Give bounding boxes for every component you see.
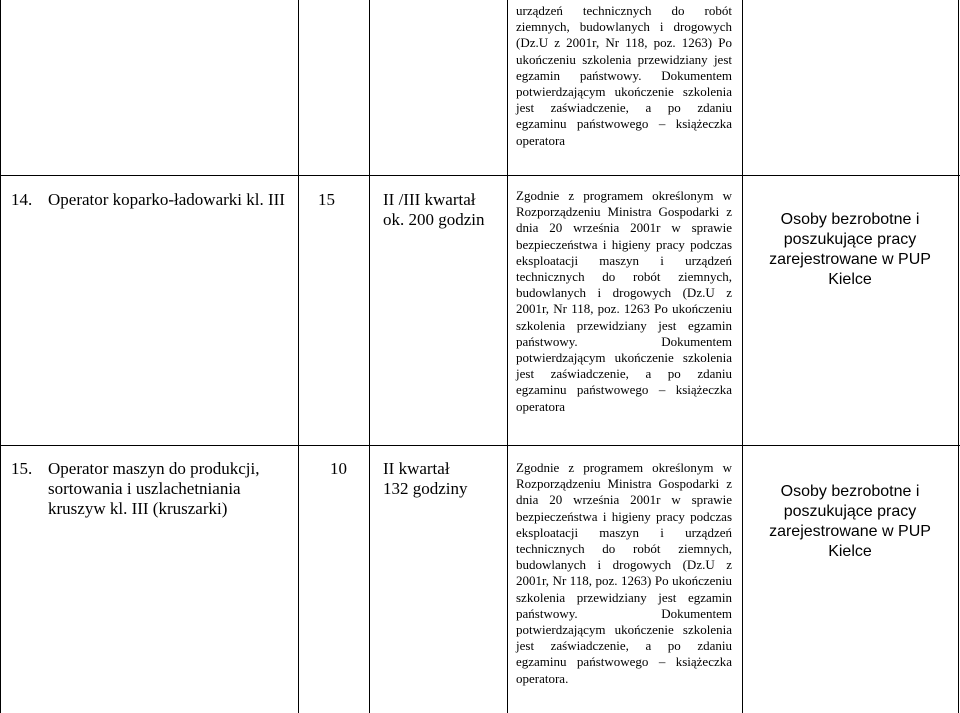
target-group: Osoby bezrobotne i poszukujące pracy zarejestrowane w PUP Kielce — [769, 483, 931, 560]
row-border — [0, 175, 960, 176]
description-cell: Zgodnie z programem określonym w Rozporządzeniu Ministra Gospodarki z dnia 20 września 2001r w sprawie bezpieczeństwa i higieny pracy podczas eksploatacji maszyn i urządzeń technicznych do robót ziemnych, budowlanych i drogowych (Dz.U z 2001r, Nr 118, poz. 1263 Po ukończeniu szkolenia przewidziany jest egzamin państwowy. Dokumentem potwierdzającym ukończenie szkolenia jest zaświadczenie, a po zdaniu egzaminu państwowego – książeczka operatora — [516, 188, 732, 414]
description-cell: Zgodnie z programem określonym w Rozporządzeniu Ministra Gospodarki z dnia 20 września 2001r w sprawie bezpieczeństwa i higieny pracy podczas eksploatacji maszyn i urządzeń technicznych do robót ziemnych, budowlanych i drogowych (Dz.U z 2001r, Nr 118, poz. 1263) Po ukończeniu szkolenia przewidziany jest egzamin państwowy. Dokumentem potwierdzającym ukończenie szkolenia jest zaświadczenie, a po zdaniu egzaminu państwowego – książeczka operatora. — [516, 460, 732, 686]
course-name: Operator koparko-ładowarki kl. III — [48, 190, 285, 209]
column-border — [369, 0, 370, 713]
row-number: 15. — [11, 459, 33, 478]
column-border — [298, 0, 299, 713]
column-border — [0, 0, 1, 713]
term-line-1: II kwartał — [383, 459, 450, 478]
term-line-2: ok. 200 godzin — [383, 210, 485, 229]
participants-count: 15 — [318, 190, 335, 209]
term-line-1: II /III kwartał — [383, 190, 476, 209]
row-number: 14. — [11, 190, 33, 209]
course-name: Operator maszyn do produkcji, sortowania i uszlachetniania kruszyw kl. III (kruszarki) — [48, 459, 260, 518]
description-cell-continued: urządzeń technicznych do robót ziemnych, budowlanych i drogowych (Dz.U z 2001r, Nr 118, poz. 1263) Po ukończeniu szkolenia przewidziany jest egzamin państwowy. Dokumentem potwierdzającym ukończenie szkolenia jest zaświadczenie, a po zdaniu egzaminu państwowego – książeczka operatora — [516, 3, 732, 148]
participants-count: 10 — [330, 459, 347, 478]
column-border — [507, 0, 508, 713]
column-border — [742, 0, 743, 713]
row-border — [0, 445, 960, 446]
column-border — [958, 0, 959, 713]
term-line-2: 132 godziny — [383, 479, 468, 498]
target-group: Osoby bezrobotne i poszukujące pracy zarejestrowane w PUP Kielce — [769, 211, 931, 288]
